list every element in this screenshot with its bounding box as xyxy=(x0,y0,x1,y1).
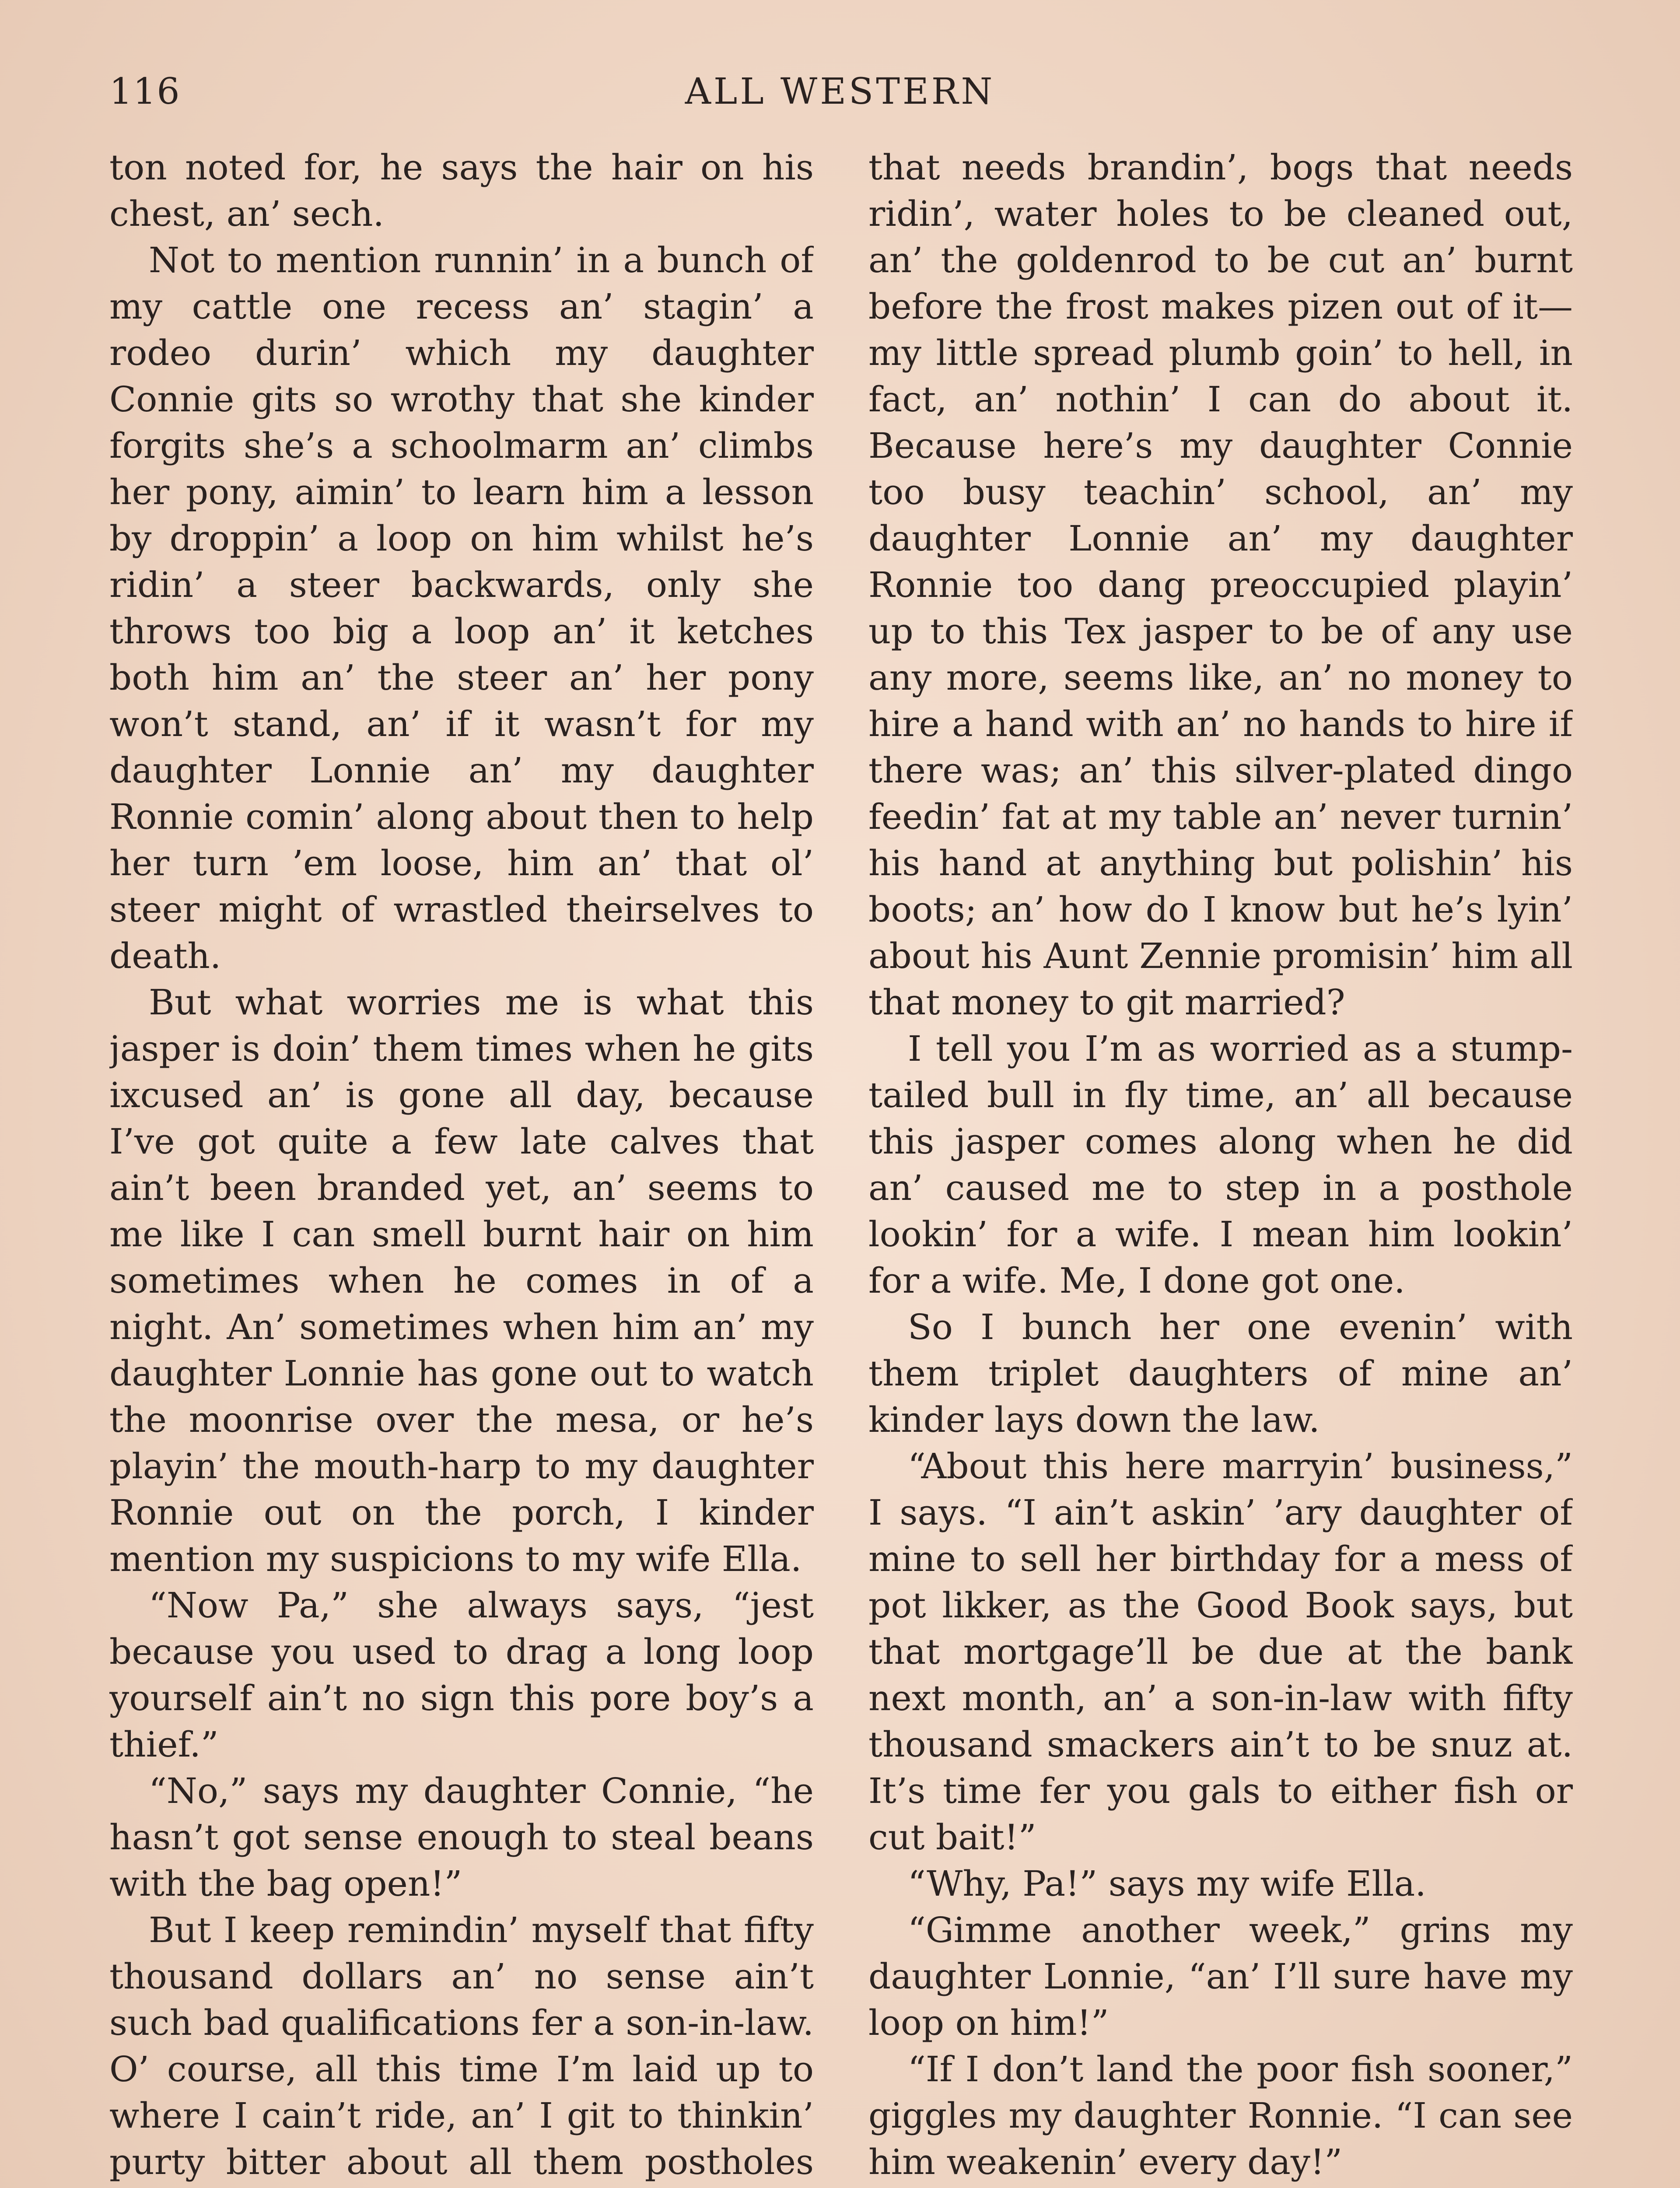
paragraph: I tell you I’m as worried as a stump-tailed bull in fly time, an’ all because this jasper comes along when he did an’ caused me to step in a posthole lookin’ for a wife. I mean him lookin’ for a wife. Me, I done got one. xyxy=(868,1028,1573,1301)
paragraph xyxy=(868,2185,1573,2188)
paragraph: “Why, Pa!” says my wife Ella. xyxy=(908,1863,1426,1904)
paragraph: “No,” says my daughter Connie, “he hasn’t got sense enough to steal beans with the bag open!” xyxy=(109,1771,814,1904)
paragraph: So I bunch her one evenin’ with them triplet daughters of mine an’ kinder lays down the law. xyxy=(868,1307,1573,1440)
paragraph: that needs brandin’, bogs that needs ridin’, water holes to be cleaned out, an’ the goldenrod to be cut an’ burnt before the frost makes pizen out of it—my little spread plumb goin’ to hell, in fact, an’ nothin’ I can do about it. Because here’s my daughter Connie too busy teachin’ school, an’ my daughter Lonnie an’ my daughter Ronnie too dang preoccupied playin’ up to this Tex jasper to be of any use any more, seems like, an’ no money to hire a hand with an’ no hands to hire if there was; an’ this silver-plated dingo feedin’ fat at my table an’ never turnin’ his hand at anything but polishin’ his boots; an’ how do I know but he’s lyin’ about his Aunt Zennie promisin’ him all that money to git married? xyxy=(868,147,1573,1023)
paragraph: “Gimme another week,” grins my daughter Lonnie, “an’ I’ll sure have my loop on him!” xyxy=(868,1910,1573,2043)
paragraph: Not to mention runnin’ in a bunch of my cattle one recess an’ stagin’ a rodeo durin’ which my daughter Connie gits so wrothy that she kinder forgits she’s a schoolmarm an’ climbs her pony, aimin’ to learn him a lesson by droppin’ a loop on him whilst he’s ridin’ a steer backwards, only she throws too big a loop an’ it ketches both him an’ the steer an’ her pony won’t stand, an’ if it wasn’t for my daughter Lonnie an’ my daughter Ronnie comin’ along about then to help her turn ’em loose, him an’ that ol’ steer might of wrastled theirselves to death. xyxy=(109,240,814,976)
paragraph: “If I don’t land the poor fish sooner,” giggles my daughter Ronnie. “I can see him weakenin’ every day!” xyxy=(868,2049,1573,2182)
paragraph: “About this here marryin’ business,” I says. “I ain’t askin’ ’ary daughter of mine to sell her birthday for a mess of pot likker, as the Good Book says, but that mortgage’ll be due at the bank next month, an’ a son-in-law with fifty thousand smackers ain’t to be snuz at. It’s time fer you gals to either fish or cut bait!” xyxy=(868,1446,1573,1858)
right-column xyxy=(868,144,1573,2188)
left-column xyxy=(109,144,814,2188)
page-number: 116 xyxy=(109,71,181,112)
paragraph: ton noted for, he says the hair on his chest, an’ sech. xyxy=(109,147,814,234)
paragraph: “Now Pa,” she always says, “jest because you used to drag a long loop yourself ain’t no sign this pore boy’s a thief.” xyxy=(109,1585,814,1765)
running-head-title: ALL WESTERN xyxy=(685,71,995,112)
paragraph: But I keep remindin’ myself that fifty thousand dollars an’ no sense ain’t such bad qualifications fer a son-in-law. O’ course, all this time I’m laid up to where I cain’t ride, an’ I git to thinkin’ purty bitter about all them postholes xyxy=(109,1910,814,2182)
paragraph: But what worries me is what this jasper is doin’ them times when he gits ixcused an’ is gone all day, because I’ve got quite a few late calves that ain’t been branded yet, an’ seems to me like I can smell burnt hair on him sometimes when he comes in of a night. An’ sometimes when him an’ my daughter Lonnie has gone out to watch the moonrise over the mesa, or he’s playin’ the mouth-harp to my daughter Ronnie out on the porch, I kinder mention my suspicions to my wife Ella. xyxy=(109,982,814,1579)
running-header xyxy=(105,66,1575,123)
